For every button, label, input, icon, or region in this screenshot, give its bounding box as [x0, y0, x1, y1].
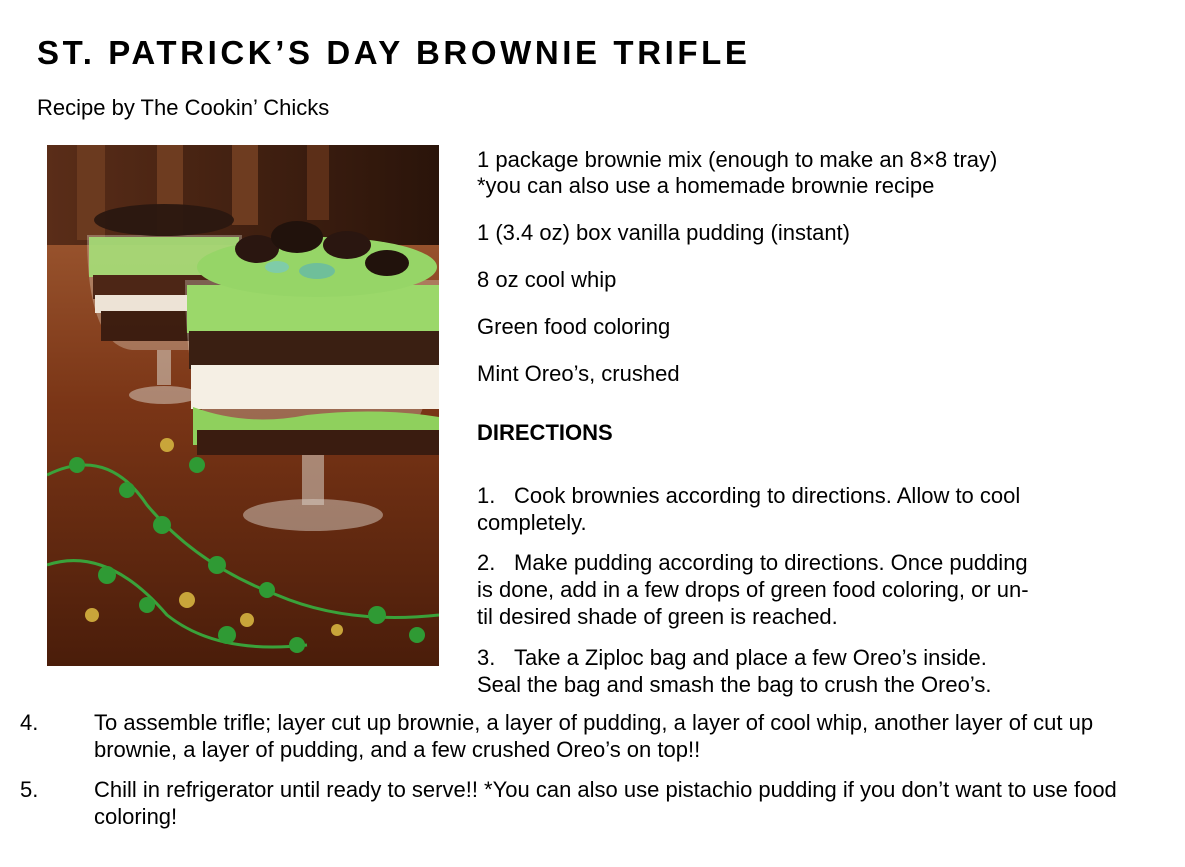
step-text: til desired shade of green is reached.: [477, 604, 838, 629]
direction-step: [20, 709, 1167, 763]
step-number: 5.: [20, 777, 39, 802]
step-number: 2.: [477, 550, 496, 575]
ingredients-list: [477, 147, 1167, 446]
step-number: 3.: [477, 645, 496, 670]
step-number: 4.: [20, 710, 39, 735]
direction-step: [20, 776, 1167, 830]
brownie-trifle-photo: [47, 145, 439, 666]
step-text: Seal the bag and smash the bag to crush the Oreo’s.: [477, 672, 992, 697]
step-text: is done, add in a few drops of green food coloring, or un-: [477, 577, 1029, 602]
recipe-title: ST. PATRICK’S DAY BROWNIE TRIFLE: [37, 34, 751, 71]
step-text: Cook brownies according to directions. Allow to cool: [514, 483, 1021, 508]
ingredient-item: 8 oz cool whip: [477, 267, 617, 292]
step-text: Take a Ziploc bag and place a few Oreo’s inside.: [514, 645, 987, 670]
ingredient-item: 1 (3.4 oz) box vanilla pudding (instant): [477, 220, 850, 245]
step-text: To assemble trifle; layer cut up brownie, a layer of pudding, a layer of cool whip, another layer of cut up brownie, a layer of pudding, and a few crushed Oreo’s on top!!: [94, 710, 1094, 762]
ingredient-item: Mint Oreo’s, crushed: [477, 361, 680, 386]
ingredient-item: [477, 147, 1167, 199]
ingredient-item: Green food coloring: [477, 314, 671, 339]
step-text: Chill in refrigerator until ready to serve!! *You can also use pistachio pudding if you don’t want to use food coloring!: [94, 777, 1117, 829]
step-text: completely.: [477, 510, 587, 535]
direction-step: [477, 644, 1167, 698]
ingredient-text: 1 package brownie mix (enough to make an 8×8 tray): [477, 147, 998, 172]
step-text: Make pudding according to directions. Once pudding: [514, 550, 1028, 575]
direction-step: [477, 482, 1167, 536]
step-number: 1.: [477, 483, 496, 508]
directions-heading: DIRECTIONS: [477, 420, 613, 445]
direction-step: [477, 549, 1167, 630]
recipe-byline: Recipe by The Cookin’ Chicks: [37, 95, 330, 120]
ingredient-note: *you can also use a homemade brownie recipe: [477, 173, 935, 198]
